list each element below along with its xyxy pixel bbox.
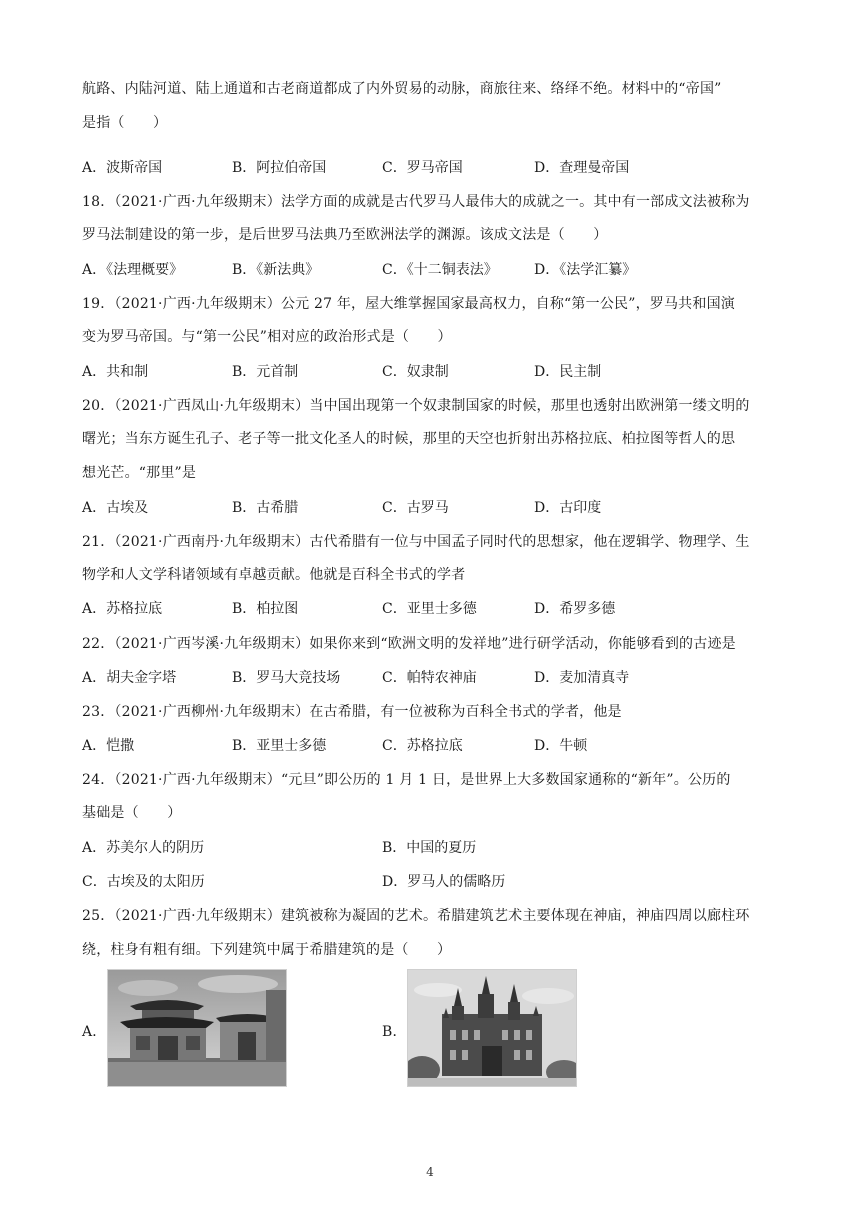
q19-stem-line2: 变为罗马帝国。与“第一公民”相对应的政治形式是（ ） xyxy=(82,329,452,345)
chinese-hall-image xyxy=(108,970,286,1086)
q25-option-a-label[interactable]: A． xyxy=(82,1024,107,1040)
q18-stem-line1: 18．（2021·广西·九年级期末）法学方面的成就是古代罗马人最伟大的成就之一。其中有一部成文法被称为 xyxy=(82,194,750,210)
q18-option-d[interactable]: D．《法学汇纂》 xyxy=(534,262,637,278)
q19-option-d[interactable]: D．民主制 xyxy=(534,364,602,380)
russian-museum-image xyxy=(408,970,576,1086)
q21-option-c[interactable]: C．亚里士多德 xyxy=(382,601,477,617)
page-number: 4 xyxy=(426,1165,434,1179)
q18-option-a[interactable]: A．《法理概要》 xyxy=(82,262,184,278)
q18-stem-line2: 罗马法制建设的第一步，是后世罗马法典乃至欧洲法学的渊源。该成文法是（ ） xyxy=(82,227,608,243)
q17-stem-line2: 是指（ ） xyxy=(82,115,168,131)
q24-option-a[interactable]: A．苏美尔人的阴历 xyxy=(82,840,205,856)
q21-option-d[interactable]: D．希罗多德 xyxy=(534,601,616,617)
q22-option-b[interactable]: B．罗马大竞技场 xyxy=(232,670,341,686)
q19-option-b[interactable]: B．元首制 xyxy=(232,364,299,380)
q22-option-d[interactable]: D．麦加清真寺 xyxy=(534,670,630,686)
q21-option-b[interactable]: B．柏拉图 xyxy=(232,601,299,617)
q23-option-d[interactable]: D．牛顿 xyxy=(534,738,588,754)
q21-stem-line1: 21．（2021·广西南丹·九年级期末）古代希腊有一位与中国孟子同时代的思想家，他在逻辑学、物理学、生 xyxy=(82,534,750,550)
q20-option-d[interactable]: D．古印度 xyxy=(534,500,602,516)
q22-option-c[interactable]: C．帕特农神庙 xyxy=(382,670,477,686)
q19-option-c[interactable]: C．奴隶制 xyxy=(382,364,449,380)
q20-stem-line3: 想光芒。“那里”是 xyxy=(82,465,197,481)
q17-option-d[interactable]: D．查理曼帝国 xyxy=(534,160,630,176)
q21-option-a[interactable]: A．苏格拉底 xyxy=(82,601,163,617)
q23-option-b[interactable]: B．亚里士多德 xyxy=(232,738,327,754)
q24-stem-line2: 基础是（ ） xyxy=(82,805,182,821)
q20-option-a[interactable]: A．古埃及 xyxy=(82,500,149,516)
q24-option-b[interactable]: B．中国的夏历 xyxy=(382,840,477,856)
q25-stem-line1: 25．（2021·广西·九年级期末）建筑被称为凝固的艺术。希腊建筑艺术主要体现在神庙，神庙四周以廊柱环 xyxy=(82,908,750,924)
q22-stem-line1: 22．（2021·广西岑溪·九年级期末）如果你来到“欧洲文明的发祥地”进行研学活动，你能够看到的古迹是 xyxy=(82,636,736,652)
q19-stem-line1: 19．（2021·广西·九年级期末）公元 27 年，屋大维掌握国家最高权力，自称“第一公民”，罗马共和国演 xyxy=(82,296,735,312)
q20-option-c[interactable]: C．古罗马 xyxy=(382,500,449,516)
q18-option-c[interactable]: C．《十二铜表法》 xyxy=(382,262,498,278)
q25-stem-line2: 绕，柱身有粗有细。下列建筑中属于希腊建筑的是（ ） xyxy=(82,942,452,958)
q20-stem-line2: 曙光；当东方诞生孔子、老子等一批文化圣人的时候，那里的天空也折射出苏格拉底、柏拉图等哲人的思 xyxy=(82,431,736,447)
q23-option-c[interactable]: C．苏格拉底 xyxy=(382,738,463,754)
q25-option-b-label[interactable]: B． xyxy=(382,1024,407,1040)
q17-option-c[interactable]: C．罗马帝国 xyxy=(382,160,463,176)
q17-stem-line1: 航路、内陆河道、陆上通道和古老商道都成了内外贸易的动脉，商旅往来、络绎不绝。材料中的“帝国” xyxy=(82,81,722,97)
q22-option-a[interactable]: A．胡夫金字塔 xyxy=(82,670,177,686)
russian-museum-photo[interactable] xyxy=(407,969,577,1087)
q17-option-b[interactable]: B．阿拉伯帝国 xyxy=(232,160,327,176)
q23-option-a[interactable]: A．恺撒 xyxy=(82,738,135,754)
q19-option-a[interactable]: A．共和制 xyxy=(82,364,149,380)
q20-stem-line1: 20．（2021·广西凤山·九年级期末）当中国出现第一个奴隶制国家的时候，那里也透射出欧洲第一缕文明的 xyxy=(82,398,750,414)
q24-option-c[interactable]: C．古埃及的太阳历 xyxy=(82,874,205,890)
q24-stem-line1: 24．（2021·广西·九年级期末）“元旦”即公历的 1 月 1 日，是世界上大多数国家通称的“新年”。公历的 xyxy=(82,772,731,788)
q21-stem-line2: 物学和人文学科诸领域有卓越贡献。他就是百科全书式的学者 xyxy=(82,567,466,583)
q24-option-d[interactable]: D．罗马人的儒略历 xyxy=(382,874,506,890)
q18-option-b[interactable]: B．《新法典》 xyxy=(232,262,320,278)
chinese-hall-photo[interactable] xyxy=(107,969,287,1087)
q17-option-a[interactable]: A．波斯帝国 xyxy=(82,160,163,176)
q20-option-b[interactable]: B．古希腊 xyxy=(232,500,299,516)
q23-stem-line1: 23．（2021·广西柳州·九年级期末）在古希腊，有一位被称为百科全书式的学者，他是 xyxy=(82,704,622,720)
